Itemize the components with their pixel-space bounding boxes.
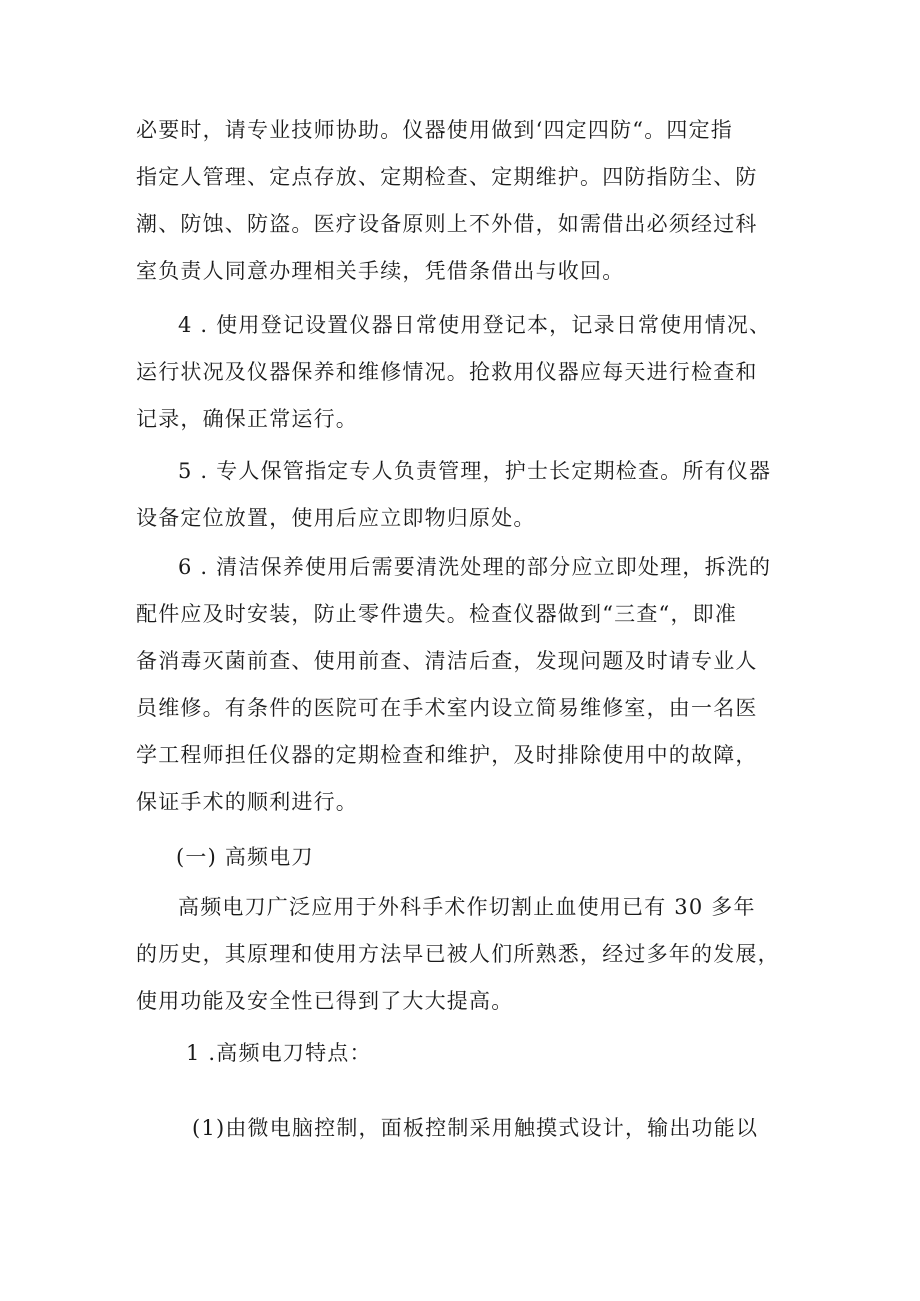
text-line: 记录，确保正常运行。 xyxy=(136,407,358,431)
subheading-text: 1 .高频电刀特点： xyxy=(186,1041,372,1065)
text-line: 4 . 使用登记设置仪器日常使用登记本，记录日常使用情况、 xyxy=(178,313,772,337)
list-item-1 xyxy=(192,1105,852,1152)
text-line: 备消毒灭菌前查、使用前查、清洁后查，发现问题及时请专业人 xyxy=(136,649,758,673)
text-line: 必要时，请专业技师协助。仪器使用做到‘四定四防“。四定指 xyxy=(136,118,734,142)
text-line: 5 . 专人保管指定专人负责管理，护士长定期检查。所有仪器 xyxy=(178,459,772,483)
text-line: 设备定位放置，使用后应立即物归原处。 xyxy=(136,506,536,530)
text-line: 配件应及时安装，防止零件遗失。检查仪器做到“三查“，即准 xyxy=(136,602,738,626)
text-line: 保证手术的顺利进行。 xyxy=(136,790,358,814)
text-line: 指定人管理、定点存放、定期检查、定期维护。四防指防尘、防 xyxy=(136,165,758,189)
text-line: 高频电刀广泛应用于外科手术作切割止血使用已有 30 多年 xyxy=(178,895,756,919)
paragraph-continuation xyxy=(136,107,796,295)
paragraph-intro xyxy=(136,884,796,1025)
subheading-features xyxy=(186,1030,846,1077)
text-line: 学工程师担任仪器的定期检查和维护，及时排除使用中的故障， xyxy=(136,743,758,767)
text-line: 潮、防蚀、防盗。医疗设备原则上不外借，如需借出必须经过科 xyxy=(136,212,758,236)
text-line: (1)由微电脑控制，面板控制采用触摸式设计，输出功能以 xyxy=(192,1116,759,1140)
text-line: 运行状况及仪器保养和维修情况。抢救用仪器应每天进行检查和 xyxy=(136,360,758,384)
paragraph-item-6 xyxy=(136,544,796,826)
section-heading xyxy=(176,834,836,881)
text-line: 使用功能及安全性已得到了大大提高。 xyxy=(136,989,514,1013)
paragraph-item-5 xyxy=(136,448,796,542)
section-heading-text: (一) 高频电刀 xyxy=(176,845,314,869)
text-line: 6 . 清洁保养使用后需要清洗处理的部分应立即处理，拆洗的 xyxy=(178,555,772,579)
paragraph-item-4 xyxy=(136,302,796,443)
text-line: 员维修。有条件的医院可在手术室内设立简易维修室，由一名医 xyxy=(136,696,758,720)
text-line: 室负责人同意办理相关手续，凭借条借出与收回。 xyxy=(136,259,625,283)
text-line: 的历史，其原理和使用方法早已被人们所熟悉，经过多年的发展， xyxy=(136,942,780,966)
